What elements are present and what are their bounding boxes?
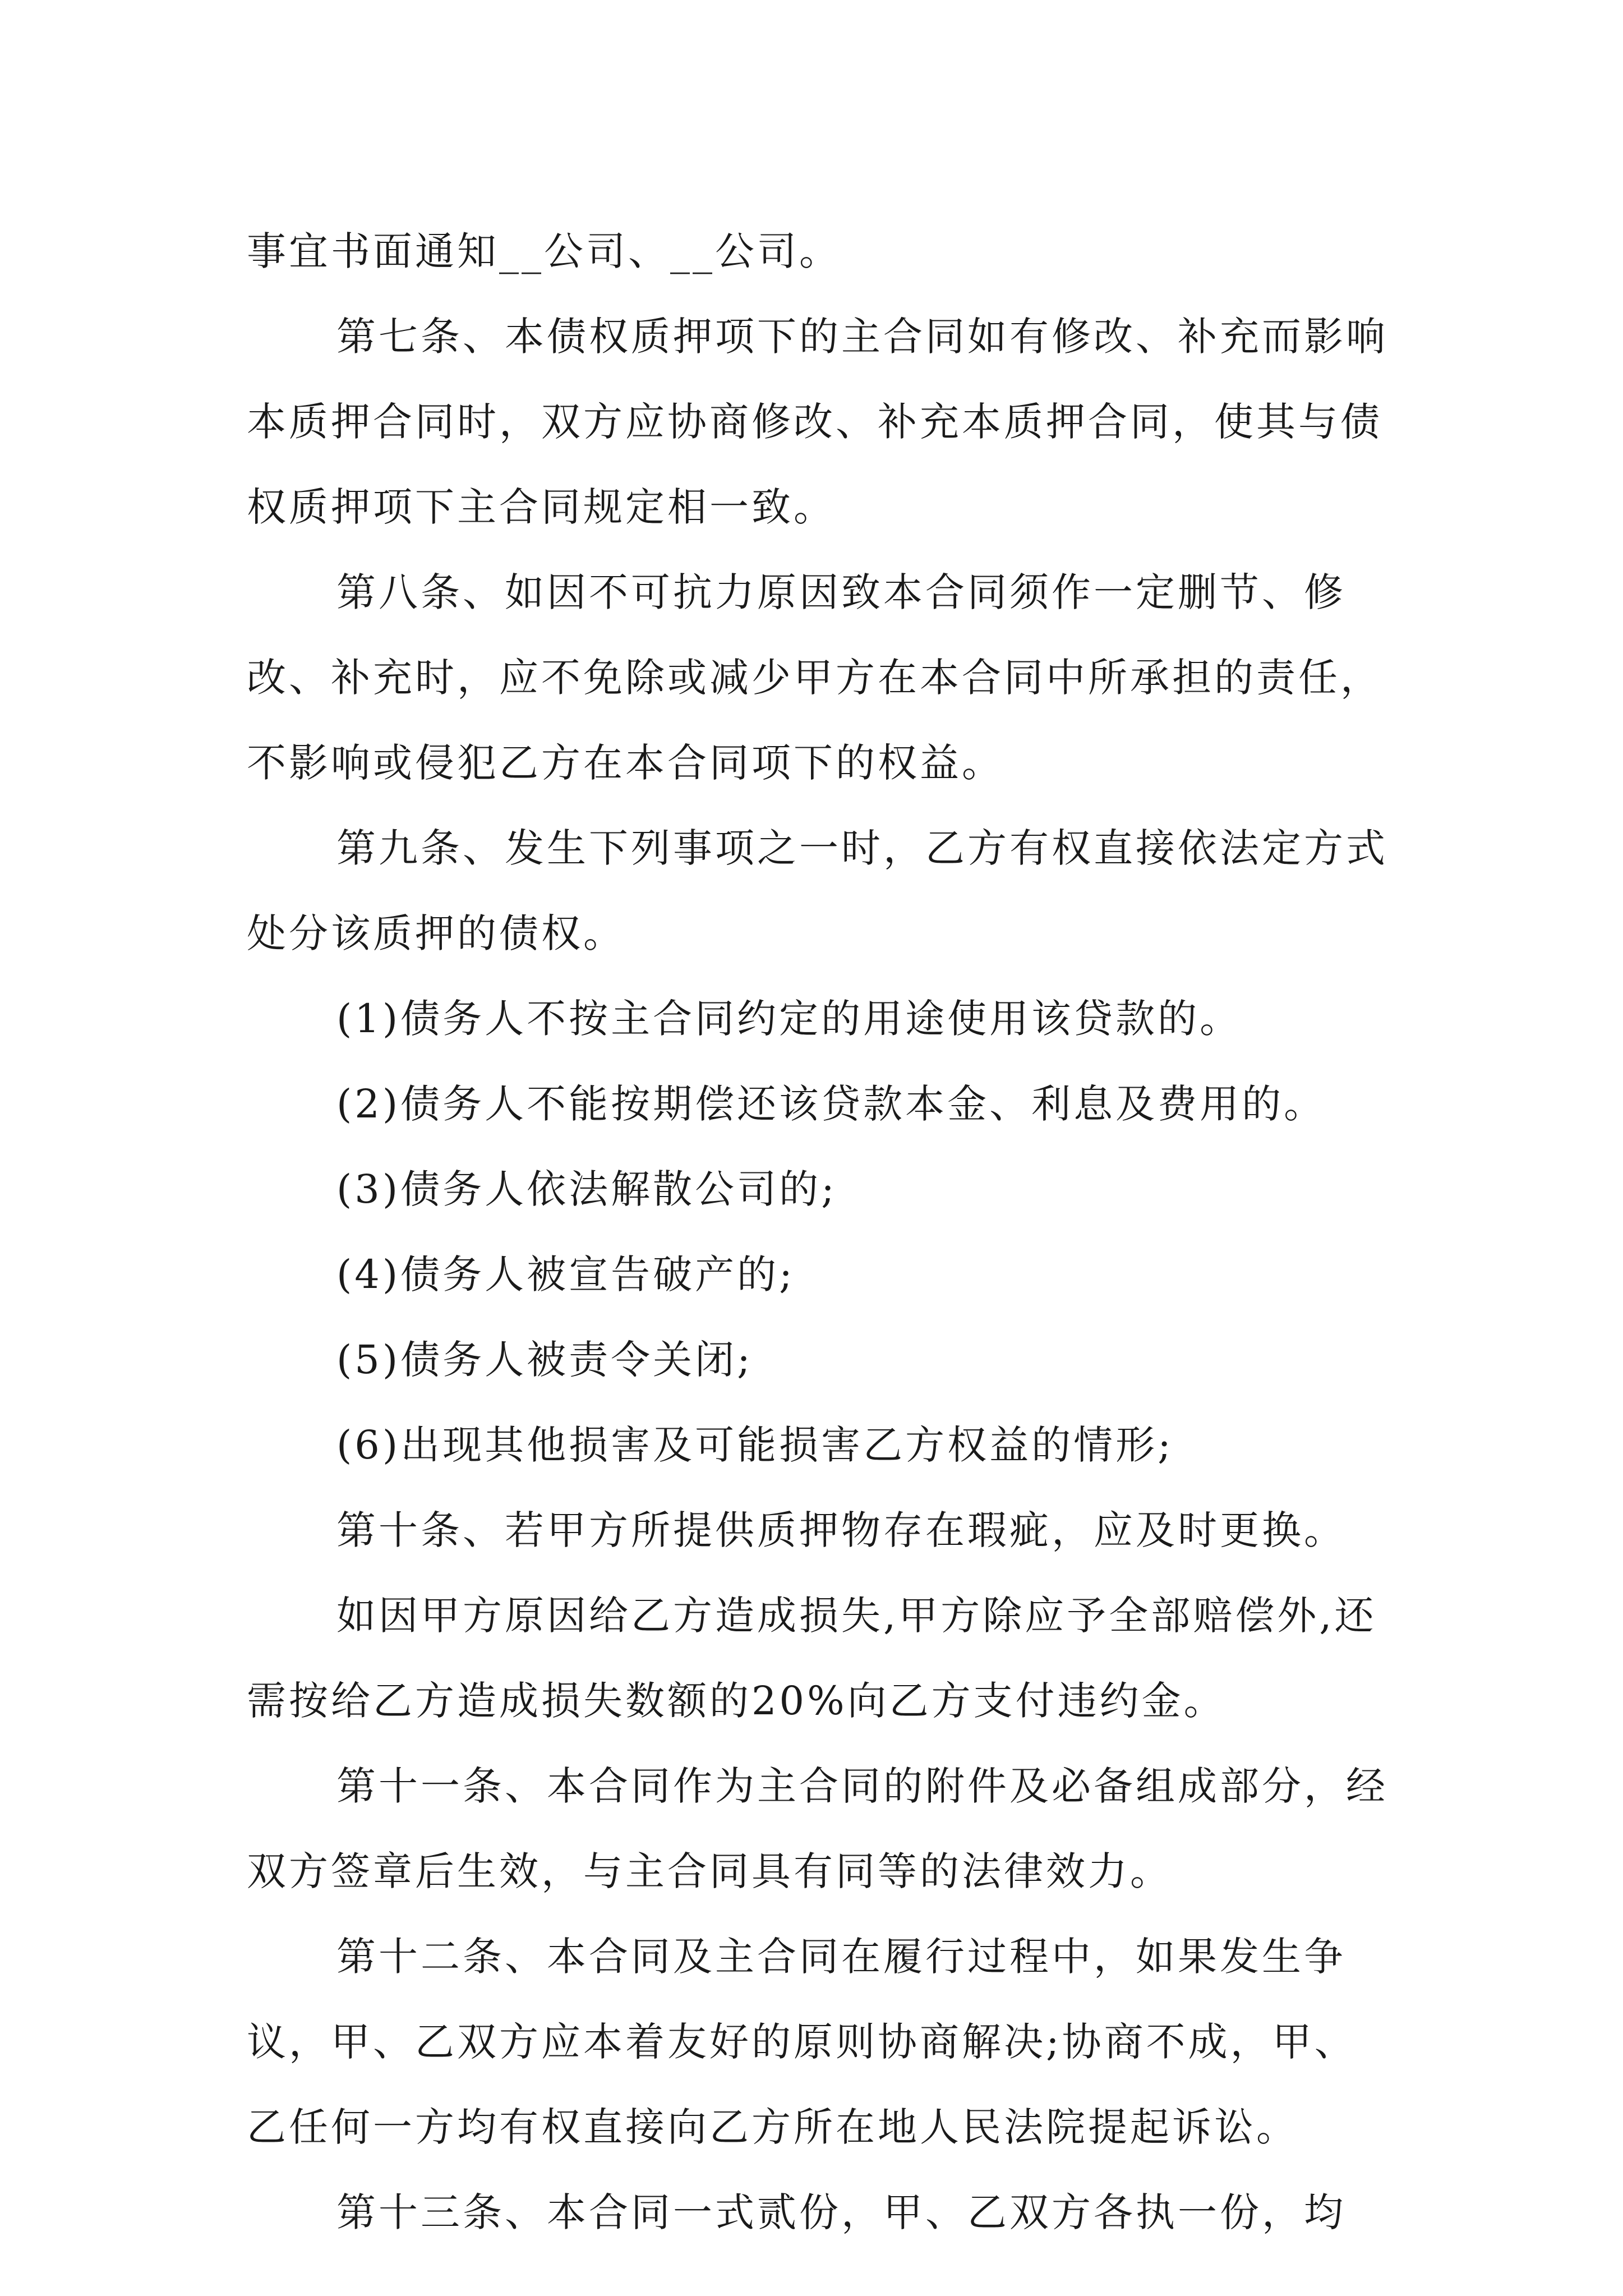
- article-9-item-5: (5)债务人被责令关闭;: [336, 1337, 753, 1383]
- article-9: 第九条、发生下列事项之一时，乙方有权直接依法定方式处分该质押的债权。: [247, 825, 1388, 956]
- article-10-continued: 如因甲方原因给乙方造成损失,甲方除应予全部赔偿外,还需按给乙方造成损失数额的20%向乙方支付违约金。: [247, 1593, 1377, 1724]
- paragraph-continuation: 事宜书面通知__公司、__公司。: [247, 228, 841, 274]
- document-body: [247, 209, 1396, 2255]
- article-9-item-1: (1)债务人不按主合同约定的用途使用该贷款的。: [336, 996, 1242, 1042]
- article-7: 第七条、本债权质押项下的主合同如有修改、补充而影响本质押合同时，双方应协商修改、补充本质押合同，使其与债权质押项下主合同规定相一致。: [247, 314, 1388, 530]
- article-10: 第十条、若甲方所提供质押物存在瑕疵，应及时更换。: [336, 1507, 1346, 1553]
- article-9-item-3: (3)债务人依法解散公司的;: [336, 1166, 837, 1212]
- article-11: 第十一条、本合同作为主合同的附件及必备组成部分，经双方签章后生效，与主合同具有同等的法律效力。: [247, 1763, 1388, 1894]
- article-8: 第八条、如因不可抗力原因致本合同须作一定删节、修改、补充时，应不免除或减少甲方在本合同中所承担的责任，不影响或侵犯乙方在本合同项下的权益。: [247, 569, 1382, 786]
- article-12: 第十二条、本合同及主合同在履行过程中，如果发生争议，甲、乙双方应本着友好的原则协商解决;协商不成，甲、乙任何一方均有权直接向乙方所在地人民法院提起诉讼。: [247, 1934, 1357, 2150]
- article-9-item-2: (2)债务人不能按期偿还该贷款本金、利息及费用的。: [336, 1081, 1326, 1127]
- article-9-item-6: (6)出现其他损害及可能损害乙方权益的情形;: [336, 1422, 1174, 1468]
- article-13: 第十三条、本合同一式贰份，甲、乙双方各执一份，均: [336, 2189, 1346, 2235]
- article-9-item-4: (4)债务人被宣告破产的;: [336, 1251, 795, 1297]
